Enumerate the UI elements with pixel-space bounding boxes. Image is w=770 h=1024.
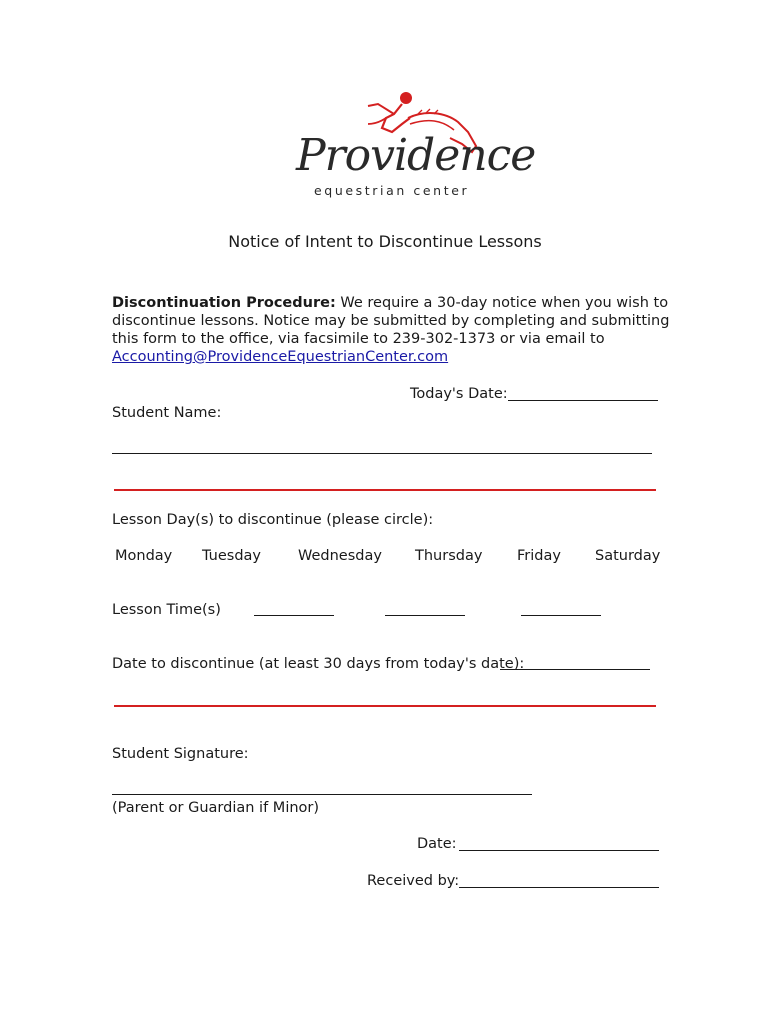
logo-subtitle: equestrian center xyxy=(314,183,470,198)
guardian-note: (Parent or Guardian if Minor) xyxy=(112,800,320,816)
lesson-time-field-3[interactable] xyxy=(521,615,601,616)
date-to-discontinue-field[interactable] xyxy=(500,669,650,670)
student-name-label: Student Name: xyxy=(112,405,222,421)
lesson-days-label: Lesson Day(s) to discontinue (please circle): xyxy=(112,512,434,528)
day-thursday[interactable]: Thursday xyxy=(415,548,483,564)
day-monday[interactable]: Monday xyxy=(115,548,173,564)
todays-date-label: Today's Date: xyxy=(410,386,508,402)
lesson-time-field-2[interactable] xyxy=(385,615,465,616)
lesson-time-field-1[interactable] xyxy=(254,615,334,616)
procedure-label: Discontinuation Procedure: xyxy=(112,295,336,311)
logo-wordmark: Providence xyxy=(296,130,536,181)
day-tuesday[interactable]: Tuesday xyxy=(202,548,261,564)
lesson-times-label: Lesson Time(s) xyxy=(112,602,221,618)
student-signature-field[interactable] xyxy=(112,794,532,795)
date-to-discontinue-label: Date to discontinue (at least 30 days from today's date): xyxy=(112,656,525,672)
date-label: Date: xyxy=(417,836,457,852)
day-saturday[interactable]: Saturday xyxy=(595,548,661,564)
day-friday[interactable]: Friday xyxy=(517,548,561,564)
form-title: Notice of Intent to Discontinue Lessons xyxy=(228,232,542,251)
todays-date-field[interactable] xyxy=(508,400,658,401)
date-field[interactable] xyxy=(459,850,659,851)
procedure-text: We require a 30-day notice when you wish to discontinue lessons. Notice may be submitted by completing and submitting this form to the office, via facsimile to 239-302-1373 or via email to xyxy=(112,295,670,347)
providence-logo xyxy=(290,88,536,198)
procedure-paragraph xyxy=(112,294,672,366)
section-divider-2 xyxy=(114,705,656,707)
student-signature-label: Student Signature: xyxy=(112,746,249,762)
email-link[interactable]: Accounting@ProvidenceEquestrianCenter.com xyxy=(112,349,449,365)
section-divider xyxy=(114,489,656,491)
day-wednesday[interactable]: Wednesday xyxy=(298,548,382,564)
received-by-label: Received by: xyxy=(367,873,460,889)
received-by-field[interactable] xyxy=(459,887,659,888)
student-name-field[interactable] xyxy=(112,453,652,454)
